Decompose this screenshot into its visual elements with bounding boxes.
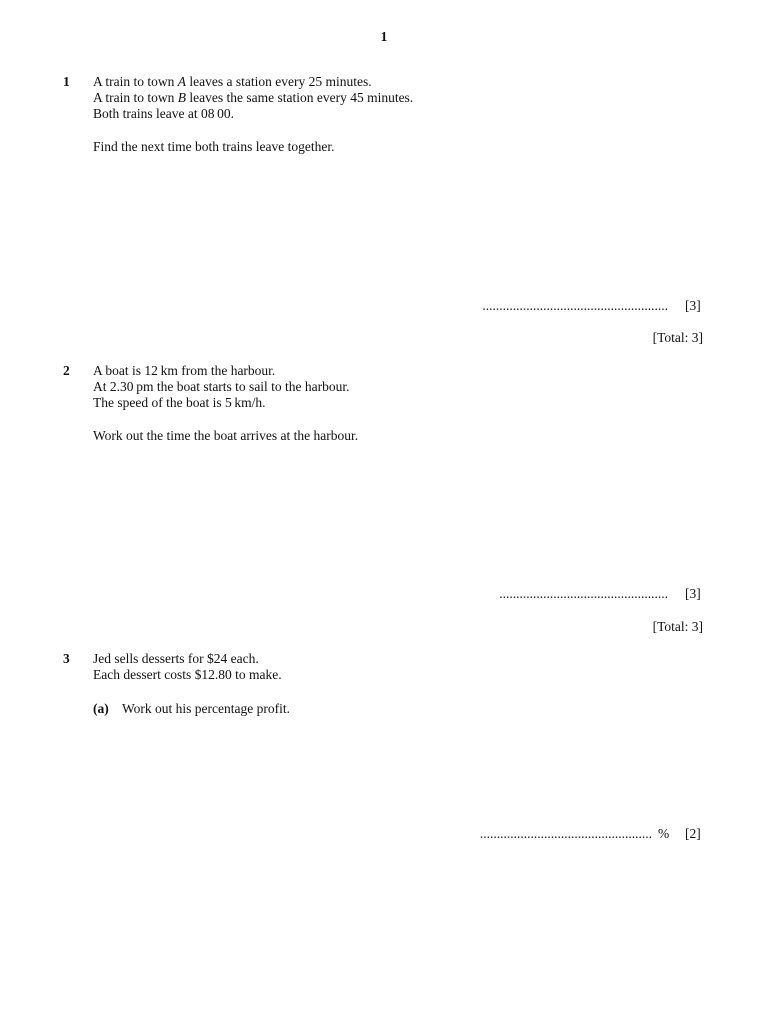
question-1-line-1: A train to town A leaves a station every 25 minutes. [93,74,372,89]
question-2-answer-line[interactable]: .................................................. [499,586,668,601]
question-3-number: 3 [63,651,70,666]
question-1-number: 1 [63,74,70,89]
question-2-total: [Total: 3] [652,619,703,634]
question-1-line-3: Both trains leave at 08 00. [93,106,235,121]
question-1-marks: [3] [685,298,701,313]
question-1-answer-line[interactable]: ....................................................... [482,298,668,313]
question-3a-answer-line[interactable]: ................................................... [479,826,652,841]
question-3a-marks: [2] [685,826,701,841]
question-2-number: 2 [63,363,70,378]
question-3-line-1: Jed sells desserts for $24 each. [93,651,259,666]
question-2-line-3: The speed of the boat is 5 km/h. [93,395,266,410]
question-3a-text: Work out his percentage profit. [122,701,290,716]
question-1-line-2: A train to town B leaves the same station every 45 minutes. [93,90,414,105]
question-1-total: [Total: 3] [652,330,703,345]
question-3-line-2: Each dessert costs $12.80 to make. [93,667,282,682]
question-2-line-1: A boat is 12 km from the harbour. [93,363,276,378]
question-2-marks: [3] [685,586,701,601]
question-1-instruction: Find the next time both trains leave together. [93,139,335,154]
question-2-line-2: At 2.30 pm the boat starts to sail to the harbour. [93,379,350,394]
page-number: 1 [380,29,388,44]
question-3a-label: (a) [93,701,109,716]
question-2-instruction: Work out the time the boat arrives at the harbour. [93,428,359,443]
question-3a-unit: % [658,826,670,841]
